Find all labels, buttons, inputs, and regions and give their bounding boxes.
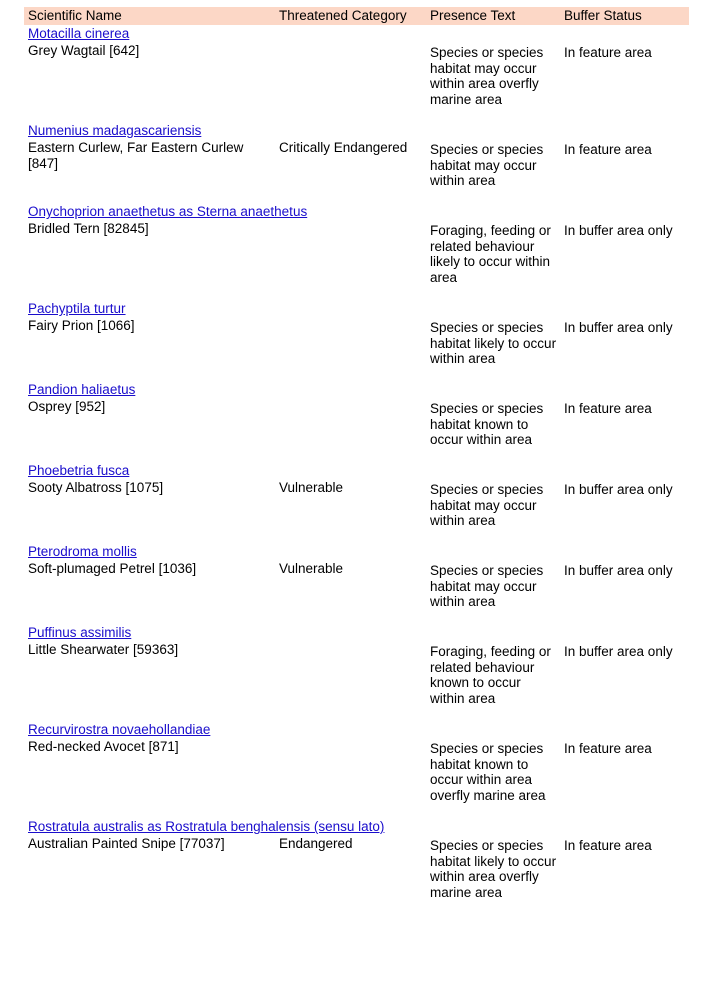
presence-text: Species or species habitat may occur within area overfly marine area xyxy=(430,45,544,107)
presence-text: Species or species habitat may occur within area xyxy=(430,142,544,189)
row-details xyxy=(24,642,689,706)
buffer-status: In buffer area only xyxy=(564,320,673,335)
scientific-name-link[interactable]: Motacilla cinerea xyxy=(28,26,130,41)
scientific-name-link[interactable]: Recurvirostra novaehollandiae xyxy=(28,722,211,737)
threatened-category: Endangered xyxy=(279,836,353,851)
table-row xyxy=(24,721,689,818)
scientific-name-link[interactable]: Pandion haliaetus xyxy=(28,382,136,397)
row-details xyxy=(24,399,689,448)
common-name: Sooty Albatross [1075] xyxy=(28,480,164,495)
presence-text: Species or species habitat known to occur within area xyxy=(430,401,544,448)
buffer-status: In feature area xyxy=(564,45,652,60)
common-name: Bridled Tern [82845] xyxy=(28,221,149,236)
common-name: Soft-plumaged Petrel [1036] xyxy=(28,561,197,576)
scientific-name-link[interactable]: Puffinus assimilis xyxy=(28,625,132,640)
presence-text: Foraging, feeding or related behaviour known to occur within area xyxy=(430,644,551,706)
table-body xyxy=(24,25,689,915)
scientific-name-link[interactable]: Pachyptila turtur xyxy=(28,301,126,316)
row-details xyxy=(24,739,689,803)
row-details xyxy=(24,561,689,610)
buffer-status: In feature area xyxy=(564,838,652,853)
presence-text: Species or species habitat likely to occur within area xyxy=(430,320,557,367)
scientific-name-link[interactable]: Rostratula australis as Rostratula benghalensis (sensu lato) xyxy=(28,819,385,834)
row-details xyxy=(24,140,689,189)
common-name: Australian Painted Snipe [77037] xyxy=(28,836,225,851)
common-name: Little Shearwater [59363] xyxy=(28,642,179,657)
buffer-status: In feature area xyxy=(564,142,652,157)
table-row xyxy=(24,203,689,300)
scientific-name-link[interactable]: Numenius madagascariensis xyxy=(28,123,202,138)
table-row xyxy=(24,624,689,721)
species-table xyxy=(24,7,689,915)
presence-text: Foraging, feeding or related behaviour likely to occur within area xyxy=(430,223,551,285)
buffer-status: In feature area xyxy=(564,401,652,416)
common-name: Grey Wagtail [642] xyxy=(28,43,140,58)
common-name: Fairy Prion [1066] xyxy=(28,318,135,333)
common-name: Osprey [952] xyxy=(28,399,106,414)
row-details xyxy=(24,221,689,285)
table-row xyxy=(24,122,689,203)
presence-text: Species or species habitat may occur within area xyxy=(430,482,544,529)
table-row xyxy=(24,462,689,543)
table-header xyxy=(24,7,689,25)
scientific-name-link[interactable]: Phoebetria fusca xyxy=(28,463,130,478)
row-details xyxy=(24,318,689,367)
presence-text: Species or species habitat known to occur within area overfly marine area xyxy=(430,741,546,803)
header-buffer-status: Buffer Status xyxy=(564,8,642,24)
threatened-category: Critically Endangered xyxy=(279,140,408,155)
threatened-category: Vulnerable xyxy=(279,480,344,495)
table-row xyxy=(24,543,689,624)
presence-text: Species or species habitat may occur within area xyxy=(430,563,544,610)
header-threatened-category: Threatened Category xyxy=(279,8,407,24)
buffer-status: In buffer area only xyxy=(564,563,673,578)
row-details xyxy=(24,480,689,529)
presence-text: Species or species habitat likely to occur within area overfly marine area xyxy=(430,838,557,900)
row-details xyxy=(24,836,689,900)
header-presence-text: Presence Text xyxy=(430,8,516,24)
table-row xyxy=(24,300,689,381)
table-row xyxy=(24,381,689,462)
buffer-status: In buffer area only xyxy=(564,482,673,497)
row-details xyxy=(24,43,689,107)
scientific-name-link[interactable]: Onychoprion anaethetus as Sterna anaethetus xyxy=(28,204,308,219)
header-scientific-name: Scientific Name xyxy=(28,8,122,24)
threatened-category: Vulnerable xyxy=(279,561,344,576)
table-row xyxy=(24,818,689,915)
buffer-status: In feature area xyxy=(564,741,652,756)
scientific-name-link[interactable]: Pterodroma mollis xyxy=(28,544,137,559)
common-name: Eastern Curlew, Far Eastern Curlew [847] xyxy=(28,140,244,171)
buffer-status: In buffer area only xyxy=(564,644,673,659)
common-name: Red-necked Avocet [871] xyxy=(28,739,179,754)
table-row xyxy=(24,25,689,122)
buffer-status: In buffer area only xyxy=(564,223,673,238)
